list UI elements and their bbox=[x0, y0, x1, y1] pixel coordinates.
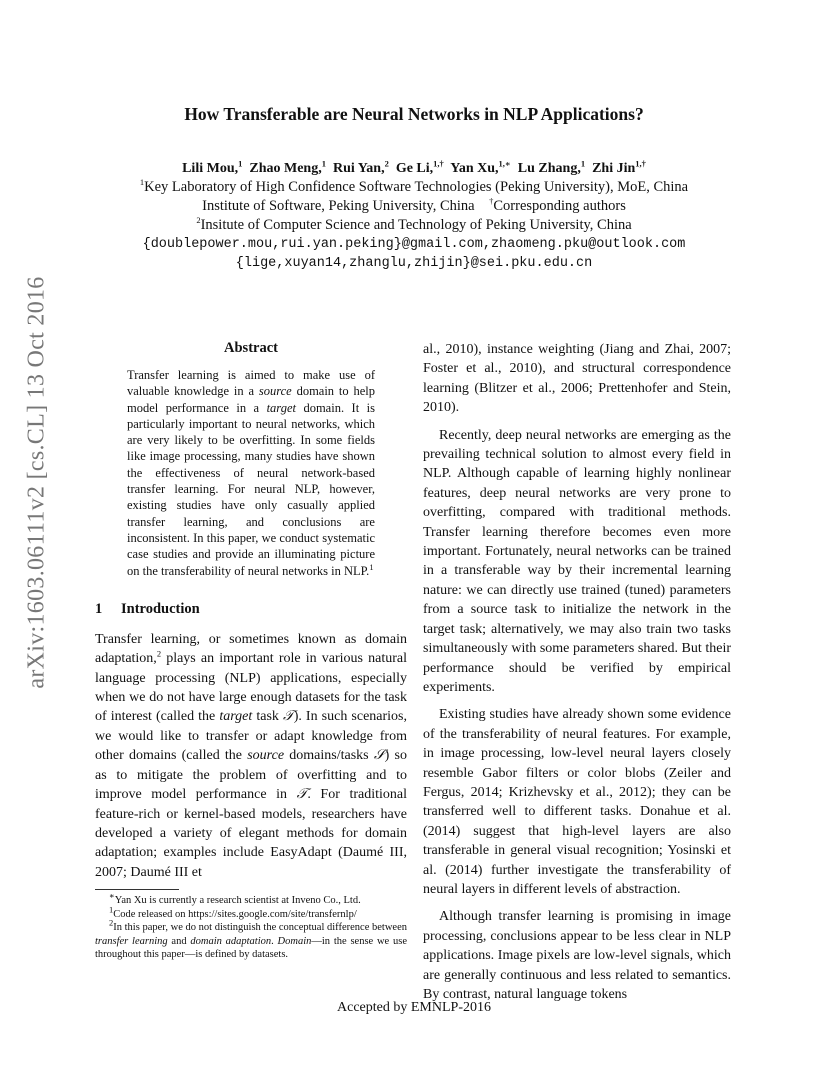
author-block bbox=[0, 160, 828, 273]
arxiv-identifier bbox=[22, 276, 52, 689]
right-paragraph-3: Although transfer learning is promising in image processing, conclusions appear to be less clear in NLP applications. Image pixels are low-level signals, which are generally continuous and less related to semantics. By contrast, natural language tokens bbox=[423, 909, 731, 1002]
email-line-2: {lige,xuyan14,zhanglu,zhijin}@sei.pku.edu.cn bbox=[235, 256, 593, 271]
abstract-heading: Abstract bbox=[224, 340, 278, 356]
footnote-2: $^2$In this paper, we do not distinguish the conceptual difference between transfer learning and domain adaptation. Domain—in the sense we use throughout this paper—is defined by datasets. bbox=[95, 917, 407, 961]
right-paragraph-continuation: al., 2010), instance weighting (Jiang and Zhai, 2007; Foster et al., 2010), and structural correspondence learning (Blitzer et al., 2006; Prettenhofer and Stein, 2010). bbox=[423, 342, 731, 416]
affiliation-2: $^2$Insitute of Computer Science and Technology of Peking University, China bbox=[196, 215, 632, 233]
intro-paragraph-1: Transfer learning, or sometimes known as domain adaptation,$^2$ plays an important role in various natural language processing (NLP) applications, especially when we do not have large enough datasets for the task of interest (called the target task 𝒯). In such scenarios, we would like to transfer or adapt knowledge from other domains (called the source domains/tasks 𝒮) so as to mitigate the problem of overfitting and to improve model performance in 𝒯. For traditional feature-rich or kernel-based models, researchers have developed a variety of elegant methods for domain adaptation; examples include EasyAdapt (Daumé III, 2007; Daumé III et bbox=[95, 631, 407, 880]
author-list bbox=[0, 160, 828, 178]
right-column bbox=[423, 340, 731, 1004]
paper-title: How Transferable are Neural Networks in NLP Applications? bbox=[184, 104, 644, 124]
email-line-1: {doublepower.mou,rui.yan.peking}@gmail.com,zhaomeng.pku@outlook.com bbox=[142, 237, 686, 252]
author-name: Yan Xu,$^{1,∗}$ bbox=[450, 158, 511, 176]
arxiv-identifier-text: arXiv:1603.06111v2 [cs.CL] 13 Oct 2016 bbox=[23, 276, 50, 689]
author-name: Lili Mou,$^1$ bbox=[182, 158, 243, 176]
affiliation-1b: Institute of Software, Peking University, China †Corresponding authors bbox=[202, 196, 626, 214]
author-name: Zhao Meng,$^1$ bbox=[249, 158, 326, 176]
footnote-1: $^1$Code released on https://sites.google.com/site/transfernlp/ bbox=[109, 904, 357, 920]
affiliation-1: $^1$Key Laboratory of High Confidence Software Technologies (Peking University), MoE, China bbox=[139, 177, 689, 195]
section-heading-introduction: 1 Introduction bbox=[95, 600, 200, 617]
author-name: Lu Zhang,$^1$ bbox=[517, 158, 586, 176]
abstract-text: Transfer learning is aimed to make use of valuable knowledge in a source domain to help model performance in a target domain. It is particularly important to neural networks, which are very likely to be overfitting. In some fields like image processing, many studies have shown the effectiveness of neural network-based transfer learning. For neural NLP, however, existing studies have only casually applied transfer learning, and conclusions are inconsistent. In this paper, we conduct systematic case studies and provide an illuminating picture on the transferability of neural networks in NLP.$^1$ bbox=[127, 368, 376, 578]
footnote-rule bbox=[95, 889, 179, 890]
footnote-star: ∗Yan Xu is currently a research scientist at Inveno Co., Ltd. bbox=[109, 890, 361, 907]
author-name: Zhi Jin$^{1,\dagger}$ bbox=[592, 158, 646, 176]
left-column bbox=[95, 340, 407, 962]
author-name: Ge Li,$^{1,\dagger}$ bbox=[395, 158, 444, 176]
right-paragraph-1: Recently, deep neural networks are emerging as the prevailing technical solution to almost every field in NLP. Although capable of learning highly nonlinear features, deep neural networks are very prone to overfitting, compared with traditional methods. Transfer learning therefore becomes even more important. Fortunately, neural networks can be trained in a transferable way by their incremental learning nature: we can directly use trained (tuned) parameters from a source task to initialize the network in the target task; alternatively, we may also train two tasks simultaneously with some parameters shared. But their performance should be verified by empirical experiments. bbox=[423, 427, 731, 695]
page-footer: Accepted by EMNLP-2016 bbox=[337, 1000, 491, 1015]
right-paragraph-2: Existing studies have already shown some evidence of the transferability of neural features. For example, in image processing, low-level neural layers closely resemble Gabor filters or color blobs (Zeiler and Fergus, 2014; Krizhevsky et al., 2012); they can be transferred well to different tasks. Donahue et al. (2014) suggest that high-level layers are also transferable in general visual recognition; Yosinski et al. (2014) further investigate the transferability of neural layers in different levels of abstraction. bbox=[423, 707, 731, 897]
corresponding-note: Corresponding authors bbox=[493, 198, 626, 214]
author-name: Rui Yan,$^2$ bbox=[332, 158, 389, 176]
